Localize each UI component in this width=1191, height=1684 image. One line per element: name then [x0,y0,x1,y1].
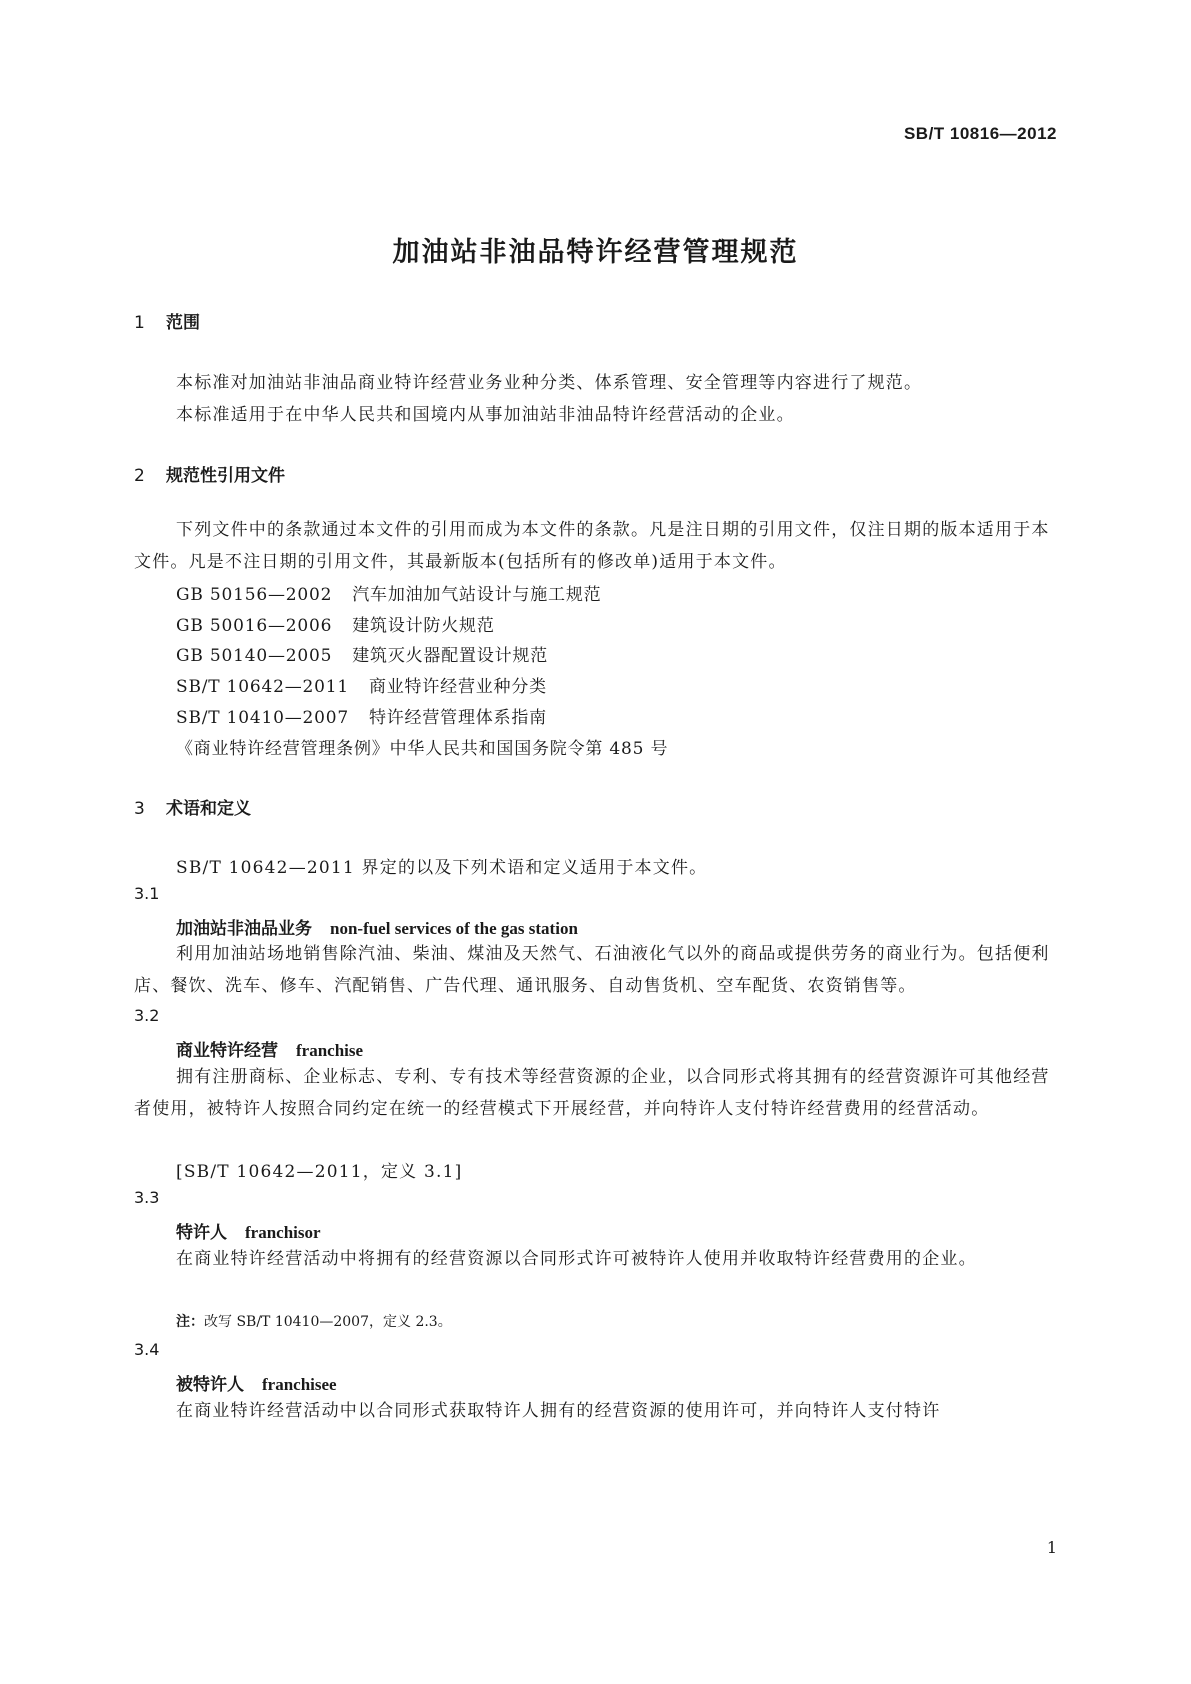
standard-code: SB/T 10816—2012 [903,124,1057,143]
reference-item [176,641,548,666]
term-heading [176,1036,363,1061]
term-en: franchisor [245,1223,321,1242]
section-number: 2 [134,466,145,486]
term-zh: 商业特许经营 [176,1041,278,1061]
term-definition: 利用加油站场地销售除汽油、柴油、煤油及天然气、石油液化气以外的商品或提供劳务的商业行为。包括便利店、餐饮、洗车、修车、汽配销售、广告代理、通讯服务、自动售货机、空车配货、农资销售等。 [134,944,1050,996]
term-zh: 加油站非油品业务 [176,919,312,939]
reference-item [176,580,601,605]
term-definition: 在商业特许经营活动中将拥有的经营资源以合同形式许可被特许人使用并收取特许经营费用的企业。 [176,1249,977,1269]
regulation-reference: 《商业特许经营管理条例》中华人民共和国国务院令第 485 号 [176,739,669,759]
reference-code: SB/T 10410—2007 [176,708,349,728]
section-title: 术语和定义 [166,799,251,819]
term-number: 3.1 [134,884,160,903]
section-number: 1 [134,313,145,333]
term-zh: 被特许人 [176,1375,244,1395]
reference-code: GB 50016—2006 [176,616,333,636]
term-number: 3.3 [134,1188,160,1207]
term-en: franchise [296,1041,364,1060]
term-en: non-fuel services of the gas station [330,919,578,938]
term-heading [176,1370,337,1395]
reference-code: GB 50140—2005 [176,646,333,666]
note-text: 改写 SB/T 10410—2007，定义 2.3。 [204,1314,452,1330]
term-note [176,1311,452,1331]
reference-item [176,611,495,636]
term-number: 3.2 [134,1006,160,1025]
section-title: 范围 [166,313,200,333]
term-number: 3.4 [134,1340,160,1359]
reference-name: 建筑设计防火规范 [352,616,495,636]
term-definition: 拥有注册商标、企业标志、专利、专有技术等经营资源的企业，以合同形式将其拥有的经营资源许可其他经营者使用，被特许人按照合同约定在统一的经营模式下开展经营，并向特许人支付特许经营费用的经营活动。 [134,1067,1050,1119]
reference-code: GB 50156—2002 [176,585,333,605]
reference-item [176,703,547,728]
document-title: 加油站非油品特许经营管理规范 [392,237,799,268]
page-number: 1 [1046,1538,1057,1557]
reference-name: 商业特许经营业种分类 [368,677,547,697]
section-1-heading [134,308,200,333]
note-label: 注： [176,1314,204,1330]
term-source: [SB/T 10642—2011，定义 3.1] [176,1162,463,1182]
term-heading [176,1218,321,1243]
reference-name: 建筑灭火器配置设计规范 [352,646,549,666]
reference-name: 汽车加油加气站设计与施工规范 [352,585,602,605]
paragraph: 本标准适用于在中华人民共和国境内从事加油站非油品特许经营活动的企业。 [176,405,795,425]
paragraph: 本标准对加油站非油品商业特许经营业务业种分类、体系管理、安全管理等内容进行了规范。 [176,373,923,393]
references-intro: 下列文件中的条款通过本文件的引用而成为本文件的条款。凡是注日期的引用文件，仅注日期的版本适用于本文件。凡是不注日期的引用文件，其最新版本(包括所有的修改单)适用于本文件。 [134,520,1050,572]
term-definition: 在商业特许经营活动中以合同形式获取特许人拥有的经营资源的使用许可，并向特许人支付特许 [176,1401,941,1421]
reference-name: 特许经营管理体系指南 [368,708,547,728]
section-title: 规范性引用文件 [166,466,285,486]
term-zh: 特许人 [176,1223,227,1243]
reference-item [176,672,547,697]
terms-intro: SB/T 10642—2011 界定的以及下列术语和定义适用于本文件。 [176,858,708,878]
term-heading [176,914,578,939]
section-3-heading [134,794,251,819]
term-en: franchisee [262,1375,337,1394]
section-2-heading [134,461,285,486]
reference-code: SB/T 10642—2011 [176,677,349,697]
section-number: 3 [134,799,145,819]
